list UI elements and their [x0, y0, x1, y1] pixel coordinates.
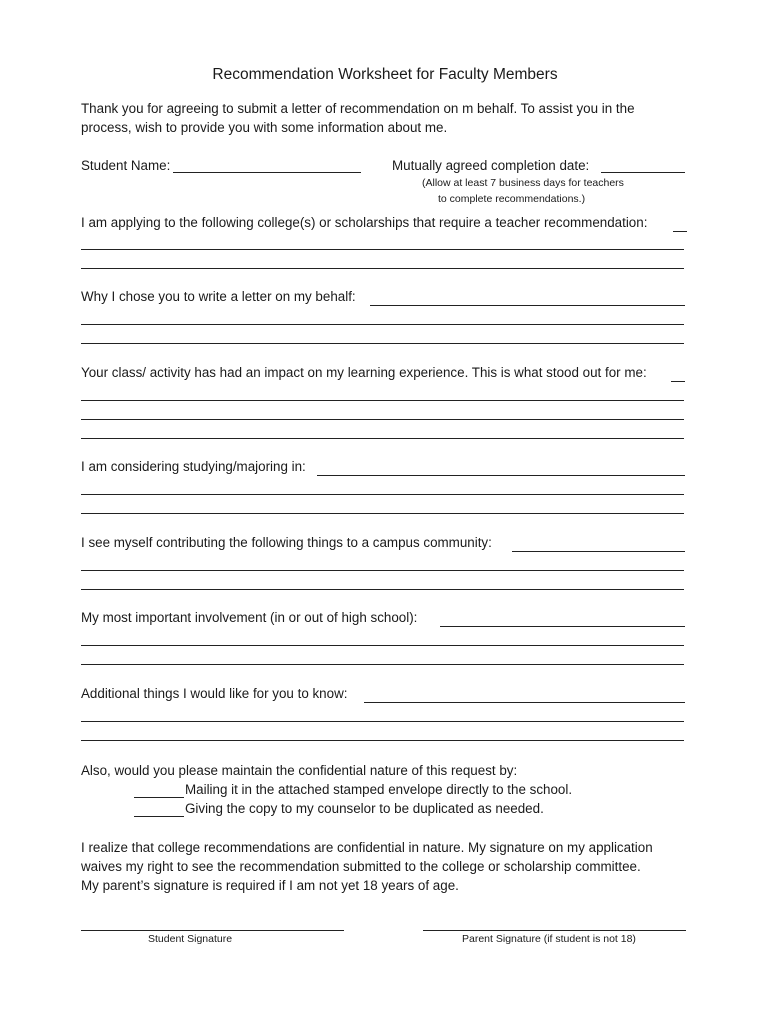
- question-campus-line[interactable]: [81, 589, 684, 590]
- question-impact-line[interactable]: [81, 438, 684, 439]
- question-major-line[interactable]: [81, 494, 684, 495]
- option-counselor-checkline[interactable]: [134, 816, 184, 817]
- waiver-line-1: I realize that college recommendations are confidential in nature. My signature on my application: [81, 840, 653, 855]
- question-colleges-inline-field[interactable]: [673, 231, 687, 232]
- question-impact-line[interactable]: [81, 419, 684, 420]
- parent-signature-line[interactable]: [423, 930, 686, 931]
- parent-signature-label: Parent Signature (if student is not 18): [462, 933, 636, 945]
- question-colleges-line[interactable]: [81, 268, 684, 269]
- intro-line-1: Thank you for agreeing to submit a letter of recommendation on m behalf. To assist you in the: [81, 101, 635, 116]
- question-impact-line[interactable]: [81, 400, 684, 401]
- question-campus-line[interactable]: [81, 570, 684, 571]
- question-major-label: I am considering studying/majoring in:: [81, 459, 306, 474]
- completion-note-line-2: to complete recommendations.): [438, 193, 586, 205]
- student-signature-line[interactable]: [81, 930, 344, 931]
- question-why-me-label: Why I chose you to write a letter on my behalf:: [81, 289, 356, 304]
- option-mail-label: Mailing it in the attached stamped envelope directly to the school.: [185, 782, 573, 797]
- question-major-line[interactable]: [81, 513, 684, 514]
- question-campus-label: I see myself contributing the following things to a campus community:: [81, 535, 492, 550]
- question-impact-inline-field[interactable]: [671, 381, 685, 382]
- question-involvement-inline-field[interactable]: [440, 626, 685, 627]
- question-colleges-label: I am applying to the following college(s) or scholarships that require a teacher recommendation:: [81, 215, 648, 230]
- question-additional-inline-field[interactable]: [364, 702, 685, 703]
- question-additional-line[interactable]: [81, 740, 684, 741]
- question-involvement-line[interactable]: [81, 664, 684, 665]
- option-counselor-label: Giving the copy to my counselor to be duplicated as needed.: [185, 801, 544, 816]
- question-why-me-line[interactable]: [81, 343, 684, 344]
- question-colleges-line[interactable]: [81, 249, 684, 250]
- student-name-field[interactable]: [173, 172, 361, 173]
- option-mail-checkline[interactable]: [134, 797, 184, 798]
- question-campus-inline-field[interactable]: [512, 551, 685, 552]
- question-impact-label: Your class/ activity has had an impact on my learning experience. This is what stood out for me:: [81, 365, 647, 380]
- question-why-me-line[interactable]: [81, 324, 684, 325]
- intro-line-2: process, wish to provide you with some information about me.: [81, 120, 448, 135]
- completion-date-label: Mutually agreed completion date:: [392, 158, 590, 173]
- waiver-line-3: My parent’s signature is required if I am not yet 18 years of age.: [81, 878, 459, 893]
- question-involvement-line[interactable]: [81, 645, 684, 646]
- completion-date-field[interactable]: [601, 172, 685, 173]
- question-why-me-inline-field[interactable]: [370, 305, 685, 306]
- student-name-label: Student Name:: [81, 158, 171, 173]
- page-title: Recommendation Worksheet for Faculty Members: [212, 66, 558, 83]
- confidential-question: Also, would you please maintain the confidential nature of this request by:: [81, 763, 518, 778]
- question-additional-line[interactable]: [81, 721, 684, 722]
- question-major-inline-field[interactable]: [317, 475, 685, 476]
- question-involvement-label: My most important involvement (in or out of high school):: [81, 610, 418, 625]
- student-signature-label: Student Signature: [148, 933, 233, 945]
- completion-note-line-1: (Allow at least 7 business days for teachers: [422, 177, 624, 189]
- question-additional-label: Additional things I would like for you to know:: [81, 686, 348, 701]
- waiver-line-2: waives my right to see the recommendation submitted to the college or scholarship committee.: [81, 859, 641, 874]
